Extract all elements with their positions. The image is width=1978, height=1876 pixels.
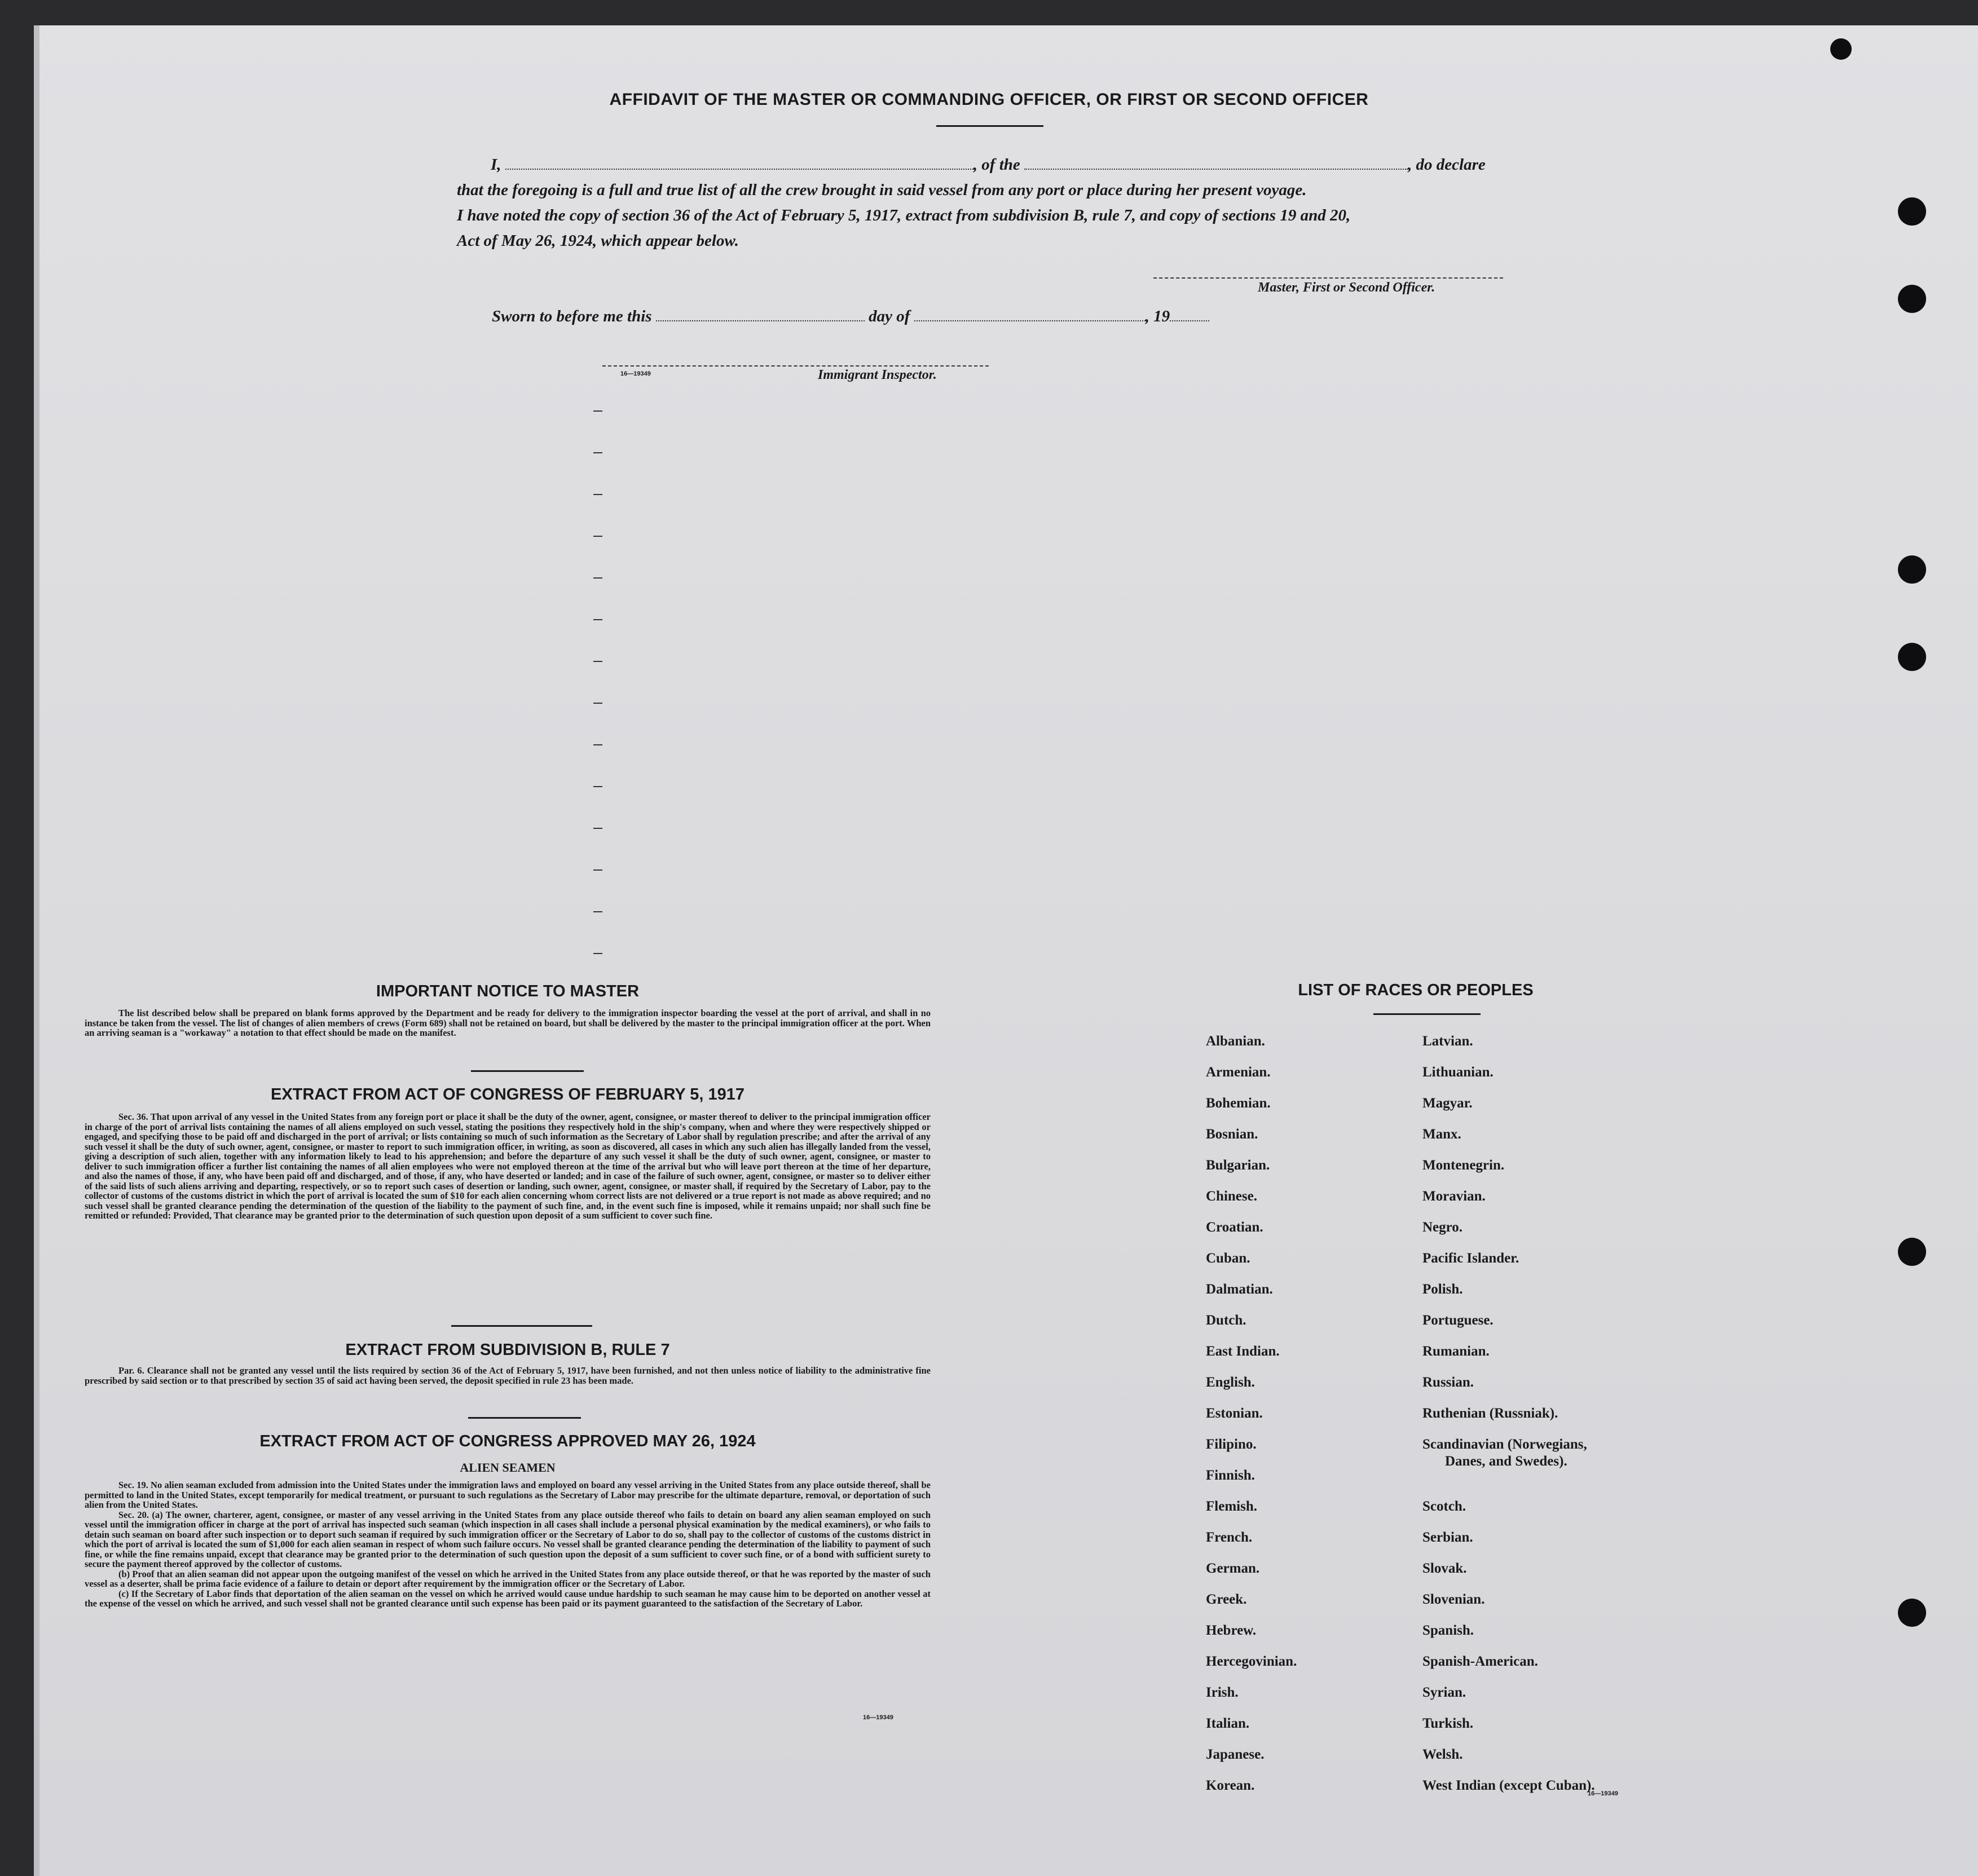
punch-hole xyxy=(1830,38,1852,60)
inspector-label: Immigrant Inspector. xyxy=(818,368,937,382)
race-item: Spanish. xyxy=(1422,1623,1474,1638)
race-item: Danes, and Swedes). xyxy=(1445,1454,1567,1469)
race-item: Moravian. xyxy=(1422,1189,1486,1204)
form-number-bottom: 16—19349 xyxy=(863,1714,893,1721)
race-item: Irish. xyxy=(1206,1685,1239,1700)
race-item: West Indian (except Cuban). xyxy=(1422,1778,1595,1793)
race-item: Croatian. xyxy=(1206,1220,1263,1235)
notice-text: The list described below shall be prepared on blank forms approved by the Department and be ready for delivery to the immigration inspector boarding the vessel at the port of arrival, and shall in no instance be taken from the vessel. The list of changes of alien members of crews (Form 689) shall not be retained on board, but shall be delivered by the master to the principal immigration officer at the port. When an arriving seaman is a "workaway" a notation to that effect should be made on the manifest. xyxy=(85,1008,931,1038)
race-item: Serbian. xyxy=(1422,1530,1473,1545)
race-item: Ruthenian (Russniak). xyxy=(1422,1406,1558,1421)
vessel-field[interactable] xyxy=(1024,156,1408,170)
race-item: Albanian. xyxy=(1206,1034,1265,1049)
margin-tick xyxy=(593,536,602,537)
affidavit-line-3: I have noted the copy of section 36 of the Act of February 5, 1917, extract from subdivision B, rule 7, and copy of sections 19 and 20, xyxy=(457,206,1351,224)
sworn-line: Sworn to before me this day of , 19 xyxy=(492,307,1209,326)
affidavit-line-1: I, , of the , do declare xyxy=(491,156,1486,174)
section-rule xyxy=(451,1325,592,1327)
race-item: Portuguese. xyxy=(1422,1313,1494,1328)
affidavit-line-2: that the foregoing is a full and true list of all the crew brought in said vessel from any port or place during her present voyage. xyxy=(457,181,1307,199)
race-item: Estonian. xyxy=(1206,1406,1263,1421)
race-item: East Indian. xyxy=(1206,1344,1280,1359)
punch-hole xyxy=(1898,643,1926,671)
race-item: German. xyxy=(1206,1561,1260,1576)
extract-1924-heading: EXTRACT FROM ACT OF CONGRESS APPROVED MAY 26, 1924 xyxy=(259,1432,756,1450)
race-item: Chinese. xyxy=(1206,1189,1257,1204)
race-item: Hercegovinian. xyxy=(1206,1654,1297,1669)
races-right-column xyxy=(1422,1033,1595,1808)
race-item: Lithuanian. xyxy=(1422,1065,1494,1080)
race-item: Cuban. xyxy=(1206,1251,1250,1266)
master-signature-line[interactable] xyxy=(1153,277,1503,279)
rule7-heading: EXTRACT FROM SUBDIVISION B, RULE 7 xyxy=(345,1341,670,1359)
race-item: Bulgarian. xyxy=(1206,1158,1270,1173)
margin-tick xyxy=(593,619,602,620)
races-rule xyxy=(1373,1013,1481,1015)
race-item: Latvian. xyxy=(1422,1034,1473,1049)
sworn-month-field[interactable] xyxy=(914,308,1146,321)
race-item: Korean. xyxy=(1206,1778,1255,1793)
title-rule xyxy=(936,125,1043,127)
race-item: Finnish. xyxy=(1206,1468,1255,1483)
race-item: Syrian. xyxy=(1422,1685,1466,1700)
form-number-top: 16—19349 xyxy=(620,370,651,377)
race-item: Scandinavian (Norwegians, xyxy=(1422,1437,1587,1452)
margin-tick xyxy=(593,953,602,954)
race-item: Russian. xyxy=(1422,1375,1474,1390)
race-item: Manx. xyxy=(1422,1127,1461,1142)
race-item: Magyar. xyxy=(1422,1096,1473,1111)
punch-hole xyxy=(1898,1599,1926,1627)
sworn-day-field[interactable] xyxy=(656,308,865,321)
race-item: Italian. xyxy=(1206,1716,1250,1731)
race-item: Turkish. xyxy=(1422,1716,1474,1731)
margin-tick xyxy=(593,452,602,453)
race-item: Dutch. xyxy=(1206,1313,1246,1328)
race-item: Filipino. xyxy=(1206,1437,1257,1452)
margin-tick xyxy=(593,410,602,412)
inspector-signature-line[interactable] xyxy=(602,365,989,367)
races-heading: LIST OF RACES OR PEOPLES xyxy=(1298,981,1534,999)
punch-hole xyxy=(1898,285,1926,313)
section-rule xyxy=(468,1417,581,1419)
extract-1917-heading: EXTRACT FROM ACT OF CONGRESS OF FEBRUARY 5, 1917 xyxy=(270,1085,745,1103)
race-item: French. xyxy=(1206,1530,1253,1545)
race-item: Polish. xyxy=(1422,1282,1463,1297)
scan-border-shadow xyxy=(34,25,39,1876)
race-item: Greek. xyxy=(1206,1592,1247,1607)
race-item: English. xyxy=(1206,1375,1255,1390)
race-item: Bosnian. xyxy=(1206,1127,1258,1142)
rule7-text: Par. 6. Clearance shall not be granted any vessel until the lists required by section 36 of the Act of February 5, 1917, have been furnished, and not then unless notice of liability to the administrative fine prescribed by said section or to that prescribed by section 35 of said act having been served, the deposit specified in rule 23 has been made. xyxy=(85,1365,931,1386)
race-item: Bohemian. xyxy=(1206,1096,1271,1111)
race-item: Negro. xyxy=(1422,1220,1463,1235)
race-item: Dalmatian. xyxy=(1206,1282,1273,1297)
race-item: Flemish. xyxy=(1206,1499,1257,1514)
margin-tick xyxy=(593,869,602,871)
margin-tick xyxy=(593,786,602,787)
punch-hole xyxy=(1898,197,1926,226)
race-item: Slovenian. xyxy=(1422,1592,1485,1607)
extract-1924-text: Sec. 19. No alien seaman excluded from admission into the United States under the immigration laws and employed on board any vessel arriving in the United States from any place outside thereof, shall be permitted to land in the United States, except temporarily for medical treatment, or pursuant to such regulations as the Secretary of Labor may prescribe for the ultimate departure, removal, or deportation of such alien from the United States. Sec. 20. (a) The owner, charterer, agent, consignee, or master of any vessel arriving in the United States from any place outside thereof who fails to detain on board any alien seaman employed on such vessel until the immigration officer in charge at the port of arrival has inspected such seaman (which inspection in all cases shall include a personal physical examination by the medical examiners), or who fails to detain such seaman on board after such inspection or to deport such seaman if required by such immigration officer or the Secretary of Labor to do so, shall pay to the collector of customs of the customs district in which the port of arrival is located the sum of $1,000 for each alien seaman in respect of whom such failure occurs. No vessel shall be granted clearance pending the determination of the liability to payment of such fine, or while the fine remains unpaid, except that clearance may be granted prior to the determination of such question upon the deposit of a sum sufficient to cover such fine, or of a bond with sufficient surety to secure the payment thereof approved by the collector of customs. (b) Proof that an alien seaman did not appear upon the outgoing manifest of the vessel on which he arrived in the United States from any place outside thereof, or that he was reported by the master of such vessel as a deserter, shall be prima facie evidence of a failure to detain or deport after requirement by the immigration officer or the Secretary of Labor. (c) If the Secretary of Labor finds that deportation of the alien seaman on the vessel on which he arrived would cause undue hardship to such seaman he may cause him to be deported on another vessel at the expense of the vessel on which he arrived, and such vessel shall not be granted clearance until such expense has been paid or its payment guaranteed to the satisfaction of the Secretary of Labor. xyxy=(85,1480,931,1609)
scan-border-left xyxy=(0,0,34,1876)
race-item: Japanese. xyxy=(1206,1747,1265,1762)
margin-tick xyxy=(593,661,602,662)
scan-border-top xyxy=(0,0,1978,25)
punch-hole xyxy=(1898,555,1926,584)
race-item: Montenegrin. xyxy=(1422,1158,1505,1173)
race-item: Welsh. xyxy=(1422,1747,1463,1762)
sworn-year-field[interactable] xyxy=(1170,308,1209,321)
affidavit-line-4: Act of May 26, 1924, which appear below. xyxy=(457,232,739,250)
alien-seamen-subheading: ALIEN SEAMEN xyxy=(460,1460,556,1475)
margin-tick xyxy=(593,828,602,829)
punch-hole xyxy=(1898,1238,1926,1266)
name-field[interactable] xyxy=(505,156,973,170)
race-item: Spanish-American. xyxy=(1422,1654,1538,1669)
margin-tick xyxy=(593,494,602,495)
races-left-column xyxy=(1206,1033,1297,1808)
form-number-races: 16—19349 xyxy=(1588,1790,1618,1797)
master-label: Master, First or Second Officer. xyxy=(1258,280,1435,295)
race-item: Scotch. xyxy=(1422,1499,1466,1514)
race-item: Pacific Islander. xyxy=(1422,1251,1519,1266)
margin-tick xyxy=(593,703,602,704)
notice-heading: IMPORTANT NOTICE TO MASTER xyxy=(376,982,640,1000)
extract-1917-text: Sec. 36. That upon arrival of any vessel in the United States from any foreign port or place it shall be the duty of the owner, agent, consignee, or master thereof to deliver to the principal immigration officer in charge of the port of arrival lists containing the names of all aliens employed on such vessel, stating the positions they respectively hold in the ship's company, when and where they were respectively shipped or engaged, and specifying those to be paid off and discharged in the port of arrival; or lists containing so much of such information as the Secretary of Labor shall by regulation prescribe; and after the arrival of any such vessel it shall be the duty of such owner, agent, consignee, or master to report to such immigration officer, in writing, as soon as discovered, all cases in which any such alien has illegally landed from the vessel, giving a description of such alien, together with any information likely to lead to his apprehension; and before the departure of any such vessel it shall be the duty of such owner, agent, consignee, or master to deliver to such immigration officer a further list containing the names of all alien employees who were not employed thereon at the time of the arrival but who will leave port thereon at the time of her departure, and also the names of those, if any, who have been paid off and discharged, and of those, if any, who have deserted or landed; and in case of the failure of such owner, agent, consignee, or master so to deliver either of the said lists of such aliens arriving and departing, respectively, or so to report such cases of desertion or landing, such owner, agent, consignee, or master shall, if required by the Secretary of Labor, pay to the collector of customs of the customs district in which the port of arrival is located the sum of $10 for each alien concerning whom correct lists are not delivered or a true report is not made as above required; and no such vessel shall be granted clearance pending the determination of the question of the liability to the payment of such fine, and, in the event such fine is imposed, while it remains unpaid; nor shall such fine be remitted or refunded: Provided, That clearance may be granted prior to the determination of such question upon deposit of a sum sufficient to cover such fine. xyxy=(85,1111,931,1221)
margin-tick xyxy=(593,744,602,745)
race-item: Armenian. xyxy=(1206,1065,1271,1080)
race-item: Hebrew. xyxy=(1206,1623,1257,1638)
section-rule xyxy=(471,1070,584,1072)
affidavit-title: AFFIDAVIT OF THE MASTER OR COMMANDING OFFICER, OR FIRST OR SECOND OFFICER xyxy=(609,90,1369,109)
race-item: Slovak. xyxy=(1422,1561,1467,1576)
race-item: Rumanian. xyxy=(1422,1344,1490,1359)
affidavit-text xyxy=(457,152,1528,254)
margin-tick xyxy=(593,577,602,579)
margin-tick xyxy=(593,911,602,912)
